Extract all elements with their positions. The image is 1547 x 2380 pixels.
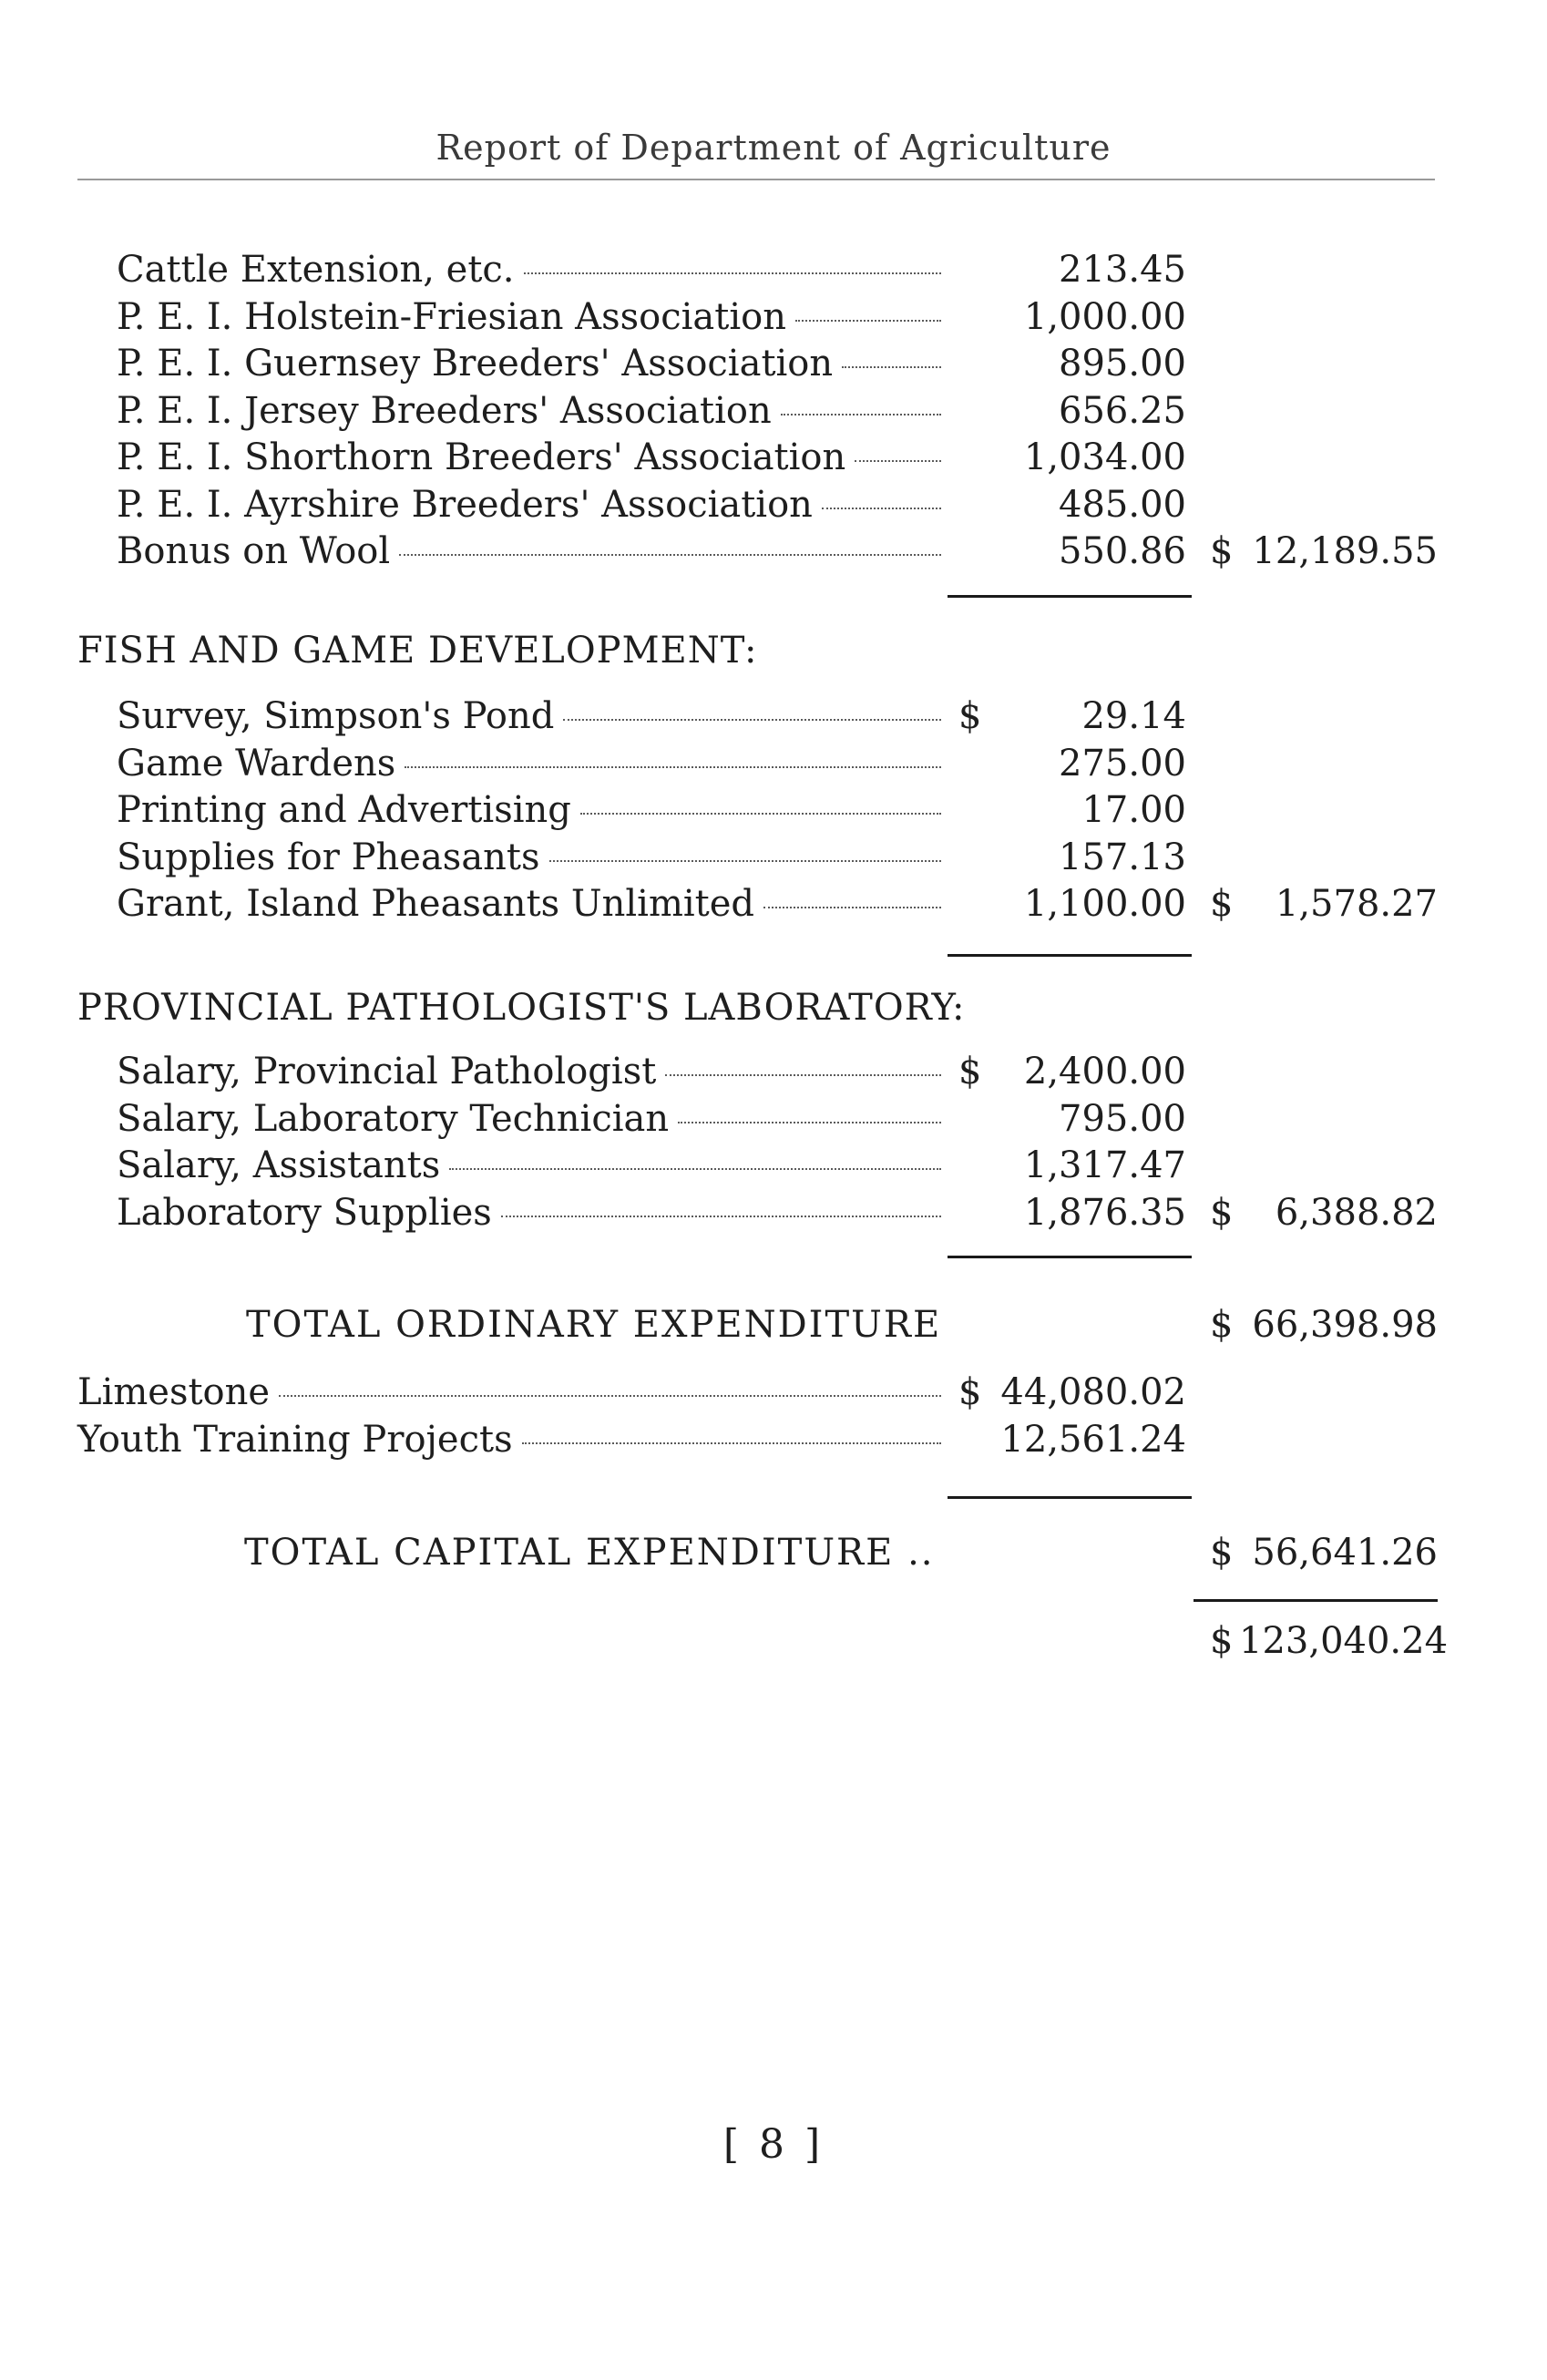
ledger-item-amount: 2,400.00 [1023, 1051, 1186, 1093]
ledger-row [0, 1189, 1547, 1236]
dollar-sign: $ [1210, 1191, 1234, 1234]
ledger-item-text: Game Wardens [117, 742, 396, 785]
ledger-item-text: Grant, Island Pheasants Unlimited [117, 883, 755, 925]
dollar-sign: $ [1210, 1620, 1234, 1662]
ledger-item-amount: 485.00 [1059, 483, 1186, 526]
capital-expenditure-value: 56,641.26 [1252, 1532, 1438, 1574]
ledger-item-text: Cattle Extension, etc. [117, 249, 515, 291]
ledger-row [0, 1095, 1547, 1143]
dot-leader [399, 554, 941, 556]
dot-leader [449, 1168, 941, 1170]
dollar-sign: $ [1210, 530, 1234, 572]
ledger-row [0, 834, 1547, 881]
ledger-row [0, 246, 1547, 293]
ledger-item-label [117, 387, 941, 435]
ledger-item-label [117, 834, 941, 881]
ledger-item-label [117, 1048, 941, 1095]
ledger-row [0, 434, 1547, 481]
ledger-item-amount: 12,561.24 [1000, 1418, 1186, 1461]
subtotal-rule [948, 1256, 1192, 1258]
dot-leader [822, 508, 941, 509]
dot-leader [842, 366, 941, 368]
ledger-item-text: P. E. I. Ayrshire Breeders' Association [117, 483, 813, 526]
ledger-item-label [117, 340, 941, 387]
ledger-row [0, 786, 1547, 834]
ledger-item-text: Salary, Laboratory Technician [117, 1097, 670, 1140]
dot-leader [524, 272, 941, 274]
ledger-item-amount: 1,100.00 [1023, 883, 1186, 925]
ledger-row [0, 1048, 1547, 1095]
dot-leader [665, 1074, 941, 1076]
dollar-sign: $ [958, 1371, 982, 1413]
ledger-row [0, 340, 1547, 387]
dot-leader [405, 766, 941, 768]
ledger-item-text: Youth Training Projects [77, 1418, 513, 1461]
ledger-item-label [117, 293, 941, 341]
ledger-row [0, 528, 1547, 575]
ledger-item-amount: 656.25 [1059, 389, 1186, 432]
ledger-item-amount: 1,317.47 [1023, 1144, 1186, 1186]
ledger-row [0, 1142, 1547, 1189]
ledger-item-label [77, 1416, 941, 1463]
ledger-item-label [117, 740, 941, 787]
ledger-item-label [117, 528, 941, 575]
ledger-item-text: Limestone [77, 1371, 271, 1413]
grand-total-row [0, 1617, 1547, 1665]
dot-leader [279, 1395, 941, 1397]
ledger-item-amount: 1,034.00 [1023, 436, 1186, 478]
ledger-row [0, 481, 1547, 528]
ledger-item-label [117, 1095, 941, 1143]
section-total: 12,189.55 [1252, 530, 1438, 572]
ledger-item-label [117, 692, 941, 740]
dot-leader [781, 414, 941, 415]
ledger-item-amount: 213.45 [1059, 249, 1186, 291]
ledger-row [0, 880, 1547, 928]
ledger-row [0, 692, 1547, 740]
subtotal-rule [948, 954, 1192, 957]
ledger-item-label [117, 880, 941, 928]
ledger-row [0, 740, 1547, 787]
ledger-item-text: Printing and Advertising [117, 789, 571, 831]
ledger-row [0, 1416, 1547, 1463]
dot-leader [501, 1216, 941, 1217]
ledger-item-label [117, 786, 941, 834]
dollar-sign: $ [1210, 1304, 1234, 1346]
ledger-item-text: P. E. I. Holstein-Friesian Association [117, 295, 786, 338]
ledger-item-text: Salary, Provincial Pathologist [117, 1051, 657, 1093]
ledger-row [0, 293, 1547, 341]
ledger-item-label [117, 246, 941, 293]
ordinary-expenditure-total-row [0, 1301, 1547, 1349]
subtotal-rule [948, 1496, 1192, 1499]
ledger-item-amount: 1,876.35 [1023, 1191, 1186, 1234]
dot-leader [678, 1122, 941, 1123]
dollar-sign: $ [1210, 883, 1234, 925]
ledger-item-amount: 275.00 [1059, 742, 1186, 785]
ledger-item-amount: 1,000.00 [1023, 295, 1186, 338]
grand-total-value: 123,040.24 [1239, 1620, 1449, 1662]
dot-leader [795, 320, 941, 322]
dot-leader [580, 813, 941, 815]
ordinary-expenditure-label: TOTAL ORDINARY EXPENDITURE [246, 1304, 942, 1346]
capital-expenditure-total-row [0, 1529, 1547, 1576]
header-rule [77, 179, 1435, 180]
dollar-sign: $ [1210, 1532, 1234, 1574]
ledger-item-label [117, 481, 941, 528]
ledger-item-amount: 157.13 [1059, 836, 1186, 878]
dot-leader [522, 1442, 941, 1444]
grand-total-rule [1194, 1599, 1438, 1602]
ledger-item-amount: 795.00 [1059, 1097, 1186, 1140]
ledger-row [0, 387, 1547, 435]
ledger-item-label [117, 1189, 941, 1236]
dollar-sign: $ [958, 1051, 982, 1093]
ledger-item-amount: 550.86 [1059, 530, 1186, 572]
ledger-item-label [77, 1369, 941, 1416]
dot-leader [549, 860, 941, 862]
dot-leader [763, 907, 941, 908]
dot-leader [855, 460, 941, 462]
ledger-item-label [117, 1142, 941, 1189]
ledger-item-text: Supplies for Pheasants [117, 836, 540, 878]
ledger-item-text: Survey, Simpson's Pond [117, 695, 555, 737]
section-total: 1,578.27 [1275, 883, 1438, 925]
subtotal-rule [948, 595, 1192, 598]
ledger-item-amount: 17.00 [1081, 789, 1186, 831]
dot-leader [563, 719, 941, 721]
section-heading-fish-game: FISH AND GAME DEVELOPMENT: [77, 630, 758, 672]
ledger-item-amount: 44,080.02 [1000, 1371, 1186, 1413]
ledger-item-text: P. E. I. Jersey Breeders' Association [117, 389, 772, 432]
ledger-item-text: Laboratory Supplies [117, 1191, 492, 1234]
ledger-item-text: Bonus on Wool [117, 530, 391, 572]
ledger-item-amount: 895.00 [1059, 343, 1186, 385]
running-header: Report of Department of Agriculture [435, 128, 1112, 168]
ledger-item-amount: 29.14 [1081, 695, 1186, 737]
capital-expenditure-label: TOTAL CAPITAL EXPENDITURE .. [244, 1532, 935, 1574]
ledger-item-text: Salary, Assistants [117, 1144, 441, 1186]
page-number: [ 8 ] [722, 2121, 825, 2168]
section-heading-pathology-lab: PROVINCIAL PATHOLOGIST'S LABORATORY: [77, 987, 966, 1029]
dollar-sign: $ [958, 695, 982, 737]
ledger-row [0, 1369, 1547, 1416]
ordinary-expenditure-value: 66,398.98 [1252, 1304, 1438, 1346]
ledger-item-text: P. E. I. Guernsey Breeders' Association [117, 343, 834, 385]
ledger-item-label [117, 434, 941, 481]
ledger-item-text: P. E. I. Shorthorn Breeders' Association [117, 436, 846, 478]
section-total: 6,388.82 [1275, 1191, 1438, 1234]
